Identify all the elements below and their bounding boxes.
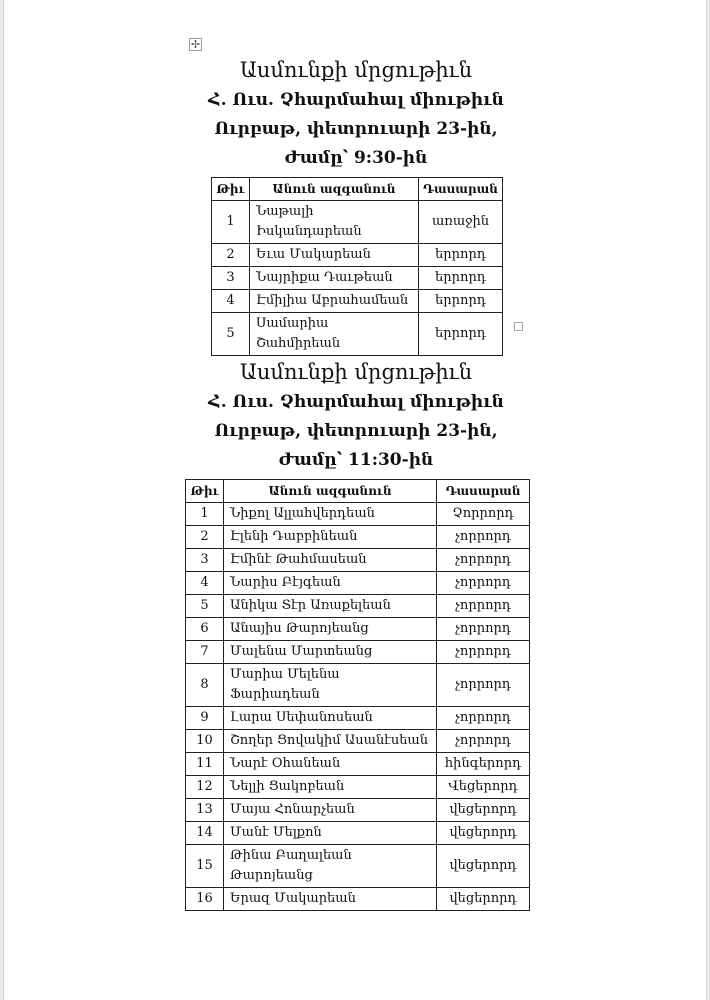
student-grade: Չորրորդ bbox=[437, 503, 530, 526]
student-grade: չորրորդ bbox=[437, 595, 530, 618]
student-name: Անայիս Թարոյեանց bbox=[223, 618, 436, 641]
row-number: 4 bbox=[212, 290, 250, 313]
student-name: Մանէ Մելքոն bbox=[223, 822, 436, 845]
header-name: Անուն ազգանուն bbox=[223, 480, 436, 503]
header-number: Թիւ bbox=[186, 480, 224, 503]
student-grade: առաջին bbox=[418, 201, 502, 244]
student-name: Մայա Հոնարչեան bbox=[223, 799, 436, 822]
section-2-date: Ուրբաթ, փետրուարի 23-ին, bbox=[214, 421, 498, 441]
section-2-title: Ասմունքի մրցութիւն bbox=[239, 360, 473, 384]
table-row bbox=[186, 888, 530, 911]
row-number: 3 bbox=[186, 549, 224, 572]
student-grade: չորրորդ bbox=[437, 618, 530, 641]
table-row bbox=[186, 845, 530, 888]
table-header-row bbox=[186, 480, 530, 503]
row-number: 5 bbox=[186, 595, 224, 618]
table-row bbox=[186, 776, 530, 799]
student-name: Անիկա Տէր Առաքելեան bbox=[223, 595, 436, 618]
row-number: 1 bbox=[186, 503, 224, 526]
student-name: Նայրիքա Դաւթեան bbox=[249, 267, 418, 290]
student-grade: չորրորդ bbox=[437, 526, 530, 549]
table-header-row bbox=[212, 178, 503, 201]
table-row bbox=[186, 730, 530, 753]
row-number: 9 bbox=[186, 707, 224, 730]
table-move-handle-icon[interactable]: ✢ bbox=[190, 38, 201, 51]
section-1-date: Ուրբաթ, փետրուարի 23-ին, bbox=[214, 119, 498, 139]
row-number: 2 bbox=[186, 526, 224, 549]
table-row bbox=[186, 799, 530, 822]
student-name: Էմինէ Թահմասեան bbox=[223, 549, 436, 572]
student-grade: չորրորդ bbox=[437, 664, 530, 707]
row-number: 16 bbox=[186, 888, 224, 911]
student-grade: երրորդ bbox=[418, 267, 502, 290]
student-grade: Վեցերորդ bbox=[437, 776, 530, 799]
student-grade: վեցերորդ bbox=[437, 888, 530, 911]
header-number: Թիւ bbox=[212, 178, 250, 201]
table-row bbox=[186, 664, 530, 707]
table-row bbox=[186, 572, 530, 595]
section-2-organization: Հ. Ուս. Չհարմահալ միութիւն bbox=[208, 392, 504, 412]
student-name: Նելլի Ցակոբեան bbox=[223, 776, 436, 799]
table-row bbox=[186, 641, 530, 664]
table-row bbox=[186, 549, 530, 572]
student-grade: վեցերորդ bbox=[437, 799, 530, 822]
table-resize-handle[interactable] bbox=[514, 322, 523, 331]
section-2-time: Ժամը՝ 11:30-ին bbox=[278, 450, 434, 470]
table-row bbox=[186, 753, 530, 776]
student-grade: չորրորդ bbox=[437, 707, 530, 730]
table-row bbox=[212, 244, 503, 267]
student-grade: վեցերորդ bbox=[437, 845, 530, 888]
student-grade: երրորդ bbox=[418, 244, 502, 267]
row-number: 6 bbox=[186, 618, 224, 641]
student-name: Սամարիա Շահմիրեան bbox=[249, 313, 418, 356]
student-grade: հինգերորդ bbox=[437, 753, 530, 776]
student-name: Էմիլիա Աբրահամեան bbox=[249, 290, 418, 313]
student-name: Թինա Բաղալեան Թարոյեանց bbox=[223, 845, 436, 888]
table-row bbox=[212, 313, 503, 356]
student-name: Նիքոլ Ալլահվերդեան bbox=[223, 503, 436, 526]
section-1-heading bbox=[4, 55, 708, 173]
student-grade: վեցերորդ bbox=[437, 822, 530, 845]
table-row bbox=[186, 707, 530, 730]
header-grade: Դասարան bbox=[437, 480, 530, 503]
table-row bbox=[212, 201, 503, 244]
section-2-heading bbox=[4, 357, 708, 475]
student-grade: չորրորդ bbox=[437, 549, 530, 572]
row-number: 1 bbox=[212, 201, 250, 244]
student-name: Էլենի Դաբբինեան bbox=[223, 526, 436, 549]
section-1-table bbox=[211, 177, 503, 356]
document-page bbox=[3, 0, 707, 1000]
table-row bbox=[186, 526, 530, 549]
section-2-table bbox=[185, 479, 530, 911]
section-1-time: Ժամը՝ 9:30-ին bbox=[284, 148, 428, 168]
row-number: 2 bbox=[212, 244, 250, 267]
row-number: 13 bbox=[186, 799, 224, 822]
row-number: 3 bbox=[212, 267, 250, 290]
header-name: Անուն ազգանուն bbox=[249, 178, 418, 201]
section-1-organization: Հ. Ուս. Չհարմահալ միութիւն bbox=[208, 90, 504, 110]
table-row bbox=[186, 618, 530, 641]
row-number: 7 bbox=[186, 641, 224, 664]
student-name: Նարէ Օհանեան bbox=[223, 753, 436, 776]
table-row bbox=[186, 595, 530, 618]
student-name: Մարիա Մելենա Ֆարիադեան bbox=[223, 664, 436, 707]
student-name: Լարա Սեփանոսեան bbox=[223, 707, 436, 730]
row-number: 12 bbox=[186, 776, 224, 799]
student-name: Նաթալի Իսկանդարեան bbox=[249, 201, 418, 244]
row-number: 4 bbox=[186, 572, 224, 595]
row-number: 14 bbox=[186, 822, 224, 845]
section-1-title: Ասմունքի մրցութիւն bbox=[239, 58, 473, 82]
row-number: 15 bbox=[186, 845, 224, 888]
student-grade: երրորդ bbox=[418, 313, 502, 356]
student-grade: երրորդ bbox=[418, 290, 502, 313]
student-grade: չորրորդ bbox=[437, 730, 530, 753]
student-name: Նարիս Բէյգեան bbox=[223, 572, 436, 595]
table-row bbox=[212, 267, 503, 290]
header-grade: Դասարան bbox=[418, 178, 502, 201]
student-grade: չորրորդ bbox=[437, 641, 530, 664]
student-name: Եւա Մակարեան bbox=[249, 244, 418, 267]
row-number: 11 bbox=[186, 753, 224, 776]
table-row bbox=[186, 503, 530, 526]
student-name: Մալենա Մարտեանց bbox=[223, 641, 436, 664]
student-grade: չորրորդ bbox=[437, 572, 530, 595]
table-row bbox=[186, 822, 530, 845]
student-name: Շողեր Ցովակիմ Ասանէսեան bbox=[223, 730, 436, 753]
row-number: 8 bbox=[186, 664, 224, 707]
table-row bbox=[212, 290, 503, 313]
row-number: 10 bbox=[186, 730, 224, 753]
student-name: Երազ Մակարեան bbox=[223, 888, 436, 911]
row-number: 5 bbox=[212, 313, 250, 356]
